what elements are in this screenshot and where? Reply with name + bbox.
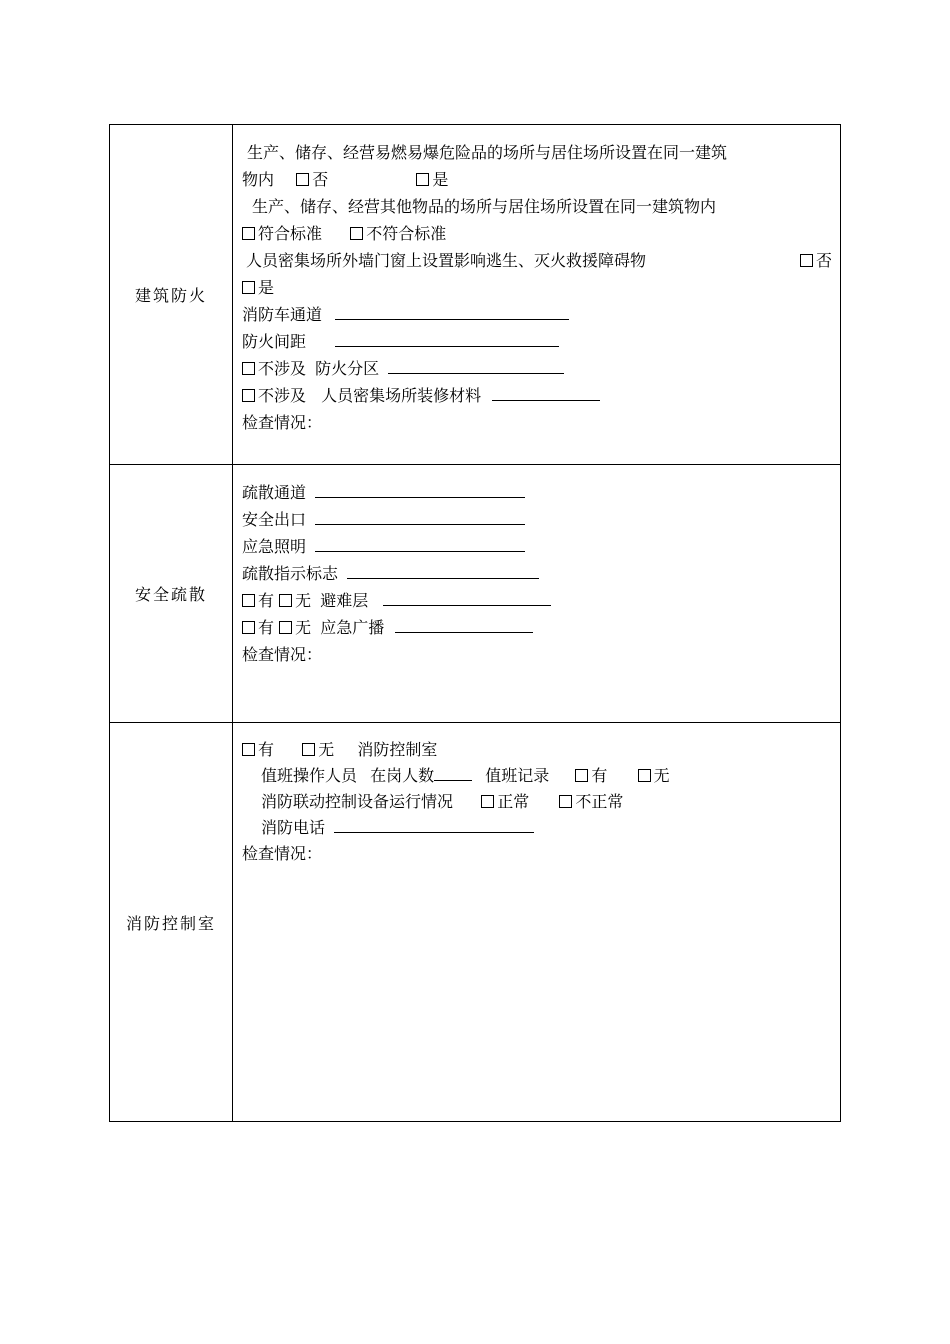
hazardous-goods-question: 生产、储存、经营易燃易爆危险品的场所与居住场所设置在同一建筑 (247, 143, 728, 162)
emergency-broadcast-row (242, 614, 832, 641)
other-goods-answer-row (242, 220, 832, 247)
evac-sign-label: 疏散指示标志 (242, 564, 339, 583)
checkbox-not-involved-decor-label: 不涉及 (258, 386, 307, 405)
checkbox-refuge-none[interactable] (279, 594, 292, 607)
section-label-safe-evacuation: 安全疏散 (110, 465, 233, 723)
fire-inspection-label: 检查情况： (242, 413, 323, 432)
section-building-fire (110, 125, 841, 465)
checkbox-obstacle-no[interactable] (800, 254, 813, 267)
evac-sign-input[interactable] (347, 561, 539, 579)
checkbox-refuge-have-label: 有 (258, 591, 275, 610)
fire-phone-input[interactable] (334, 815, 534, 833)
duty-staff-row (242, 763, 832, 789)
checkbox-broadcast-have-label: 有 (258, 618, 275, 637)
emergency-light-label: 应急照明 (242, 537, 307, 556)
checkbox-not-involved-zone-label: 不涉及 (258, 359, 307, 378)
checkbox-hazardous-no[interactable] (296, 173, 309, 186)
on-duty-count-input[interactable] (434, 763, 472, 781)
checkbox-linkage-abnormal[interactable] (559, 795, 572, 808)
obstacle-question-row (242, 247, 832, 274)
linkage-status-row (242, 789, 832, 815)
linkage-status-label: 消防联动控制设备运行情况 (261, 792, 454, 811)
evac-route-row (242, 479, 832, 506)
checkbox-hazardous-yes[interactable] (416, 173, 429, 186)
checkbox-duty-record-have-label: 有 (591, 766, 608, 785)
control-room-row (242, 737, 832, 763)
section-fire-control-room (110, 723, 841, 1122)
inspection-form-table (109, 124, 841, 1122)
control-inspection-label: 检查情况： (242, 844, 323, 863)
safe-exit-label: 安全出口 (242, 510, 307, 529)
section-safe-evacuation (110, 465, 841, 723)
checkbox-control-have-label: 有 (258, 740, 275, 759)
section-content-building-fire (233, 125, 841, 465)
on-duty-count-label: 在岗人数 (370, 766, 435, 785)
fire-lane-input[interactable] (335, 302, 569, 320)
fire-lane-label: 消防车通道 (242, 305, 323, 324)
section-content-fire-control-room (233, 723, 841, 1122)
control-room-label: 消防控制室 (357, 740, 438, 759)
checkbox-conform[interactable] (242, 227, 255, 240)
emergency-broadcast-label: 应急广播 (320, 618, 385, 637)
refuge-floor-label: 避难层 (320, 591, 369, 610)
checkbox-duty-record-none[interactable] (638, 769, 651, 782)
fire-phone-label: 消防电话 (261, 818, 326, 837)
section-label-building-fire: 建筑防火 (110, 125, 233, 465)
fire-zone-input[interactable] (388, 356, 564, 374)
refuge-floor-input[interactable] (383, 588, 551, 606)
safe-exit-row (242, 506, 832, 533)
checkbox-duty-record-none-label: 无 (653, 766, 670, 785)
safe-exit-input[interactable] (315, 507, 525, 525)
fire-spacing-input[interactable] (335, 329, 559, 347)
section-content-safe-evacuation (233, 465, 841, 723)
checkbox-broadcast-none-label: 无 (295, 618, 312, 637)
evac-route-input[interactable] (315, 480, 525, 498)
fire-spacing-label: 防火间距 (242, 332, 307, 351)
evac-inspection-label: 检查情况： (242, 645, 323, 664)
checkbox-control-none-label: 无 (318, 740, 335, 759)
checkbox-broadcast-have[interactable] (242, 621, 255, 634)
other-goods-question: 生产、储存、经营其他物品的场所与居住场所设置在同一建筑物内 (252, 197, 717, 216)
hazardous-goods-question-end: 物内 (242, 170, 275, 189)
checkbox-linkage-normal[interactable] (481, 795, 494, 808)
checkbox-nonconform-label: 不符合标准 (366, 224, 447, 243)
evac-sign-row (242, 560, 832, 587)
decor-material-row (242, 382, 832, 409)
fire-zone-label: 防火分区 (315, 359, 380, 378)
checkbox-broadcast-none[interactable] (279, 621, 292, 634)
fire-spacing-row (242, 328, 832, 355)
checkbox-refuge-none-label: 无 (295, 591, 312, 610)
emergency-light-input[interactable] (315, 534, 525, 552)
checkbox-obstacle-yes-label: 是 (258, 278, 275, 297)
checkbox-hazardous-yes-label: 是 (432, 170, 449, 189)
section-label-fire-control-room: 消防控制室 (110, 723, 233, 1122)
obstacle-yes-row (242, 274, 832, 301)
checkbox-refuge-have[interactable] (242, 594, 255, 607)
fire-phone-row (242, 815, 832, 841)
checkbox-control-have[interactable] (242, 743, 255, 756)
emergency-light-row (242, 533, 832, 560)
fire-lane-row (242, 301, 832, 328)
checkbox-obstacle-yes[interactable] (242, 281, 255, 294)
checkbox-not-involved-decor[interactable] (242, 389, 255, 402)
decor-material-label: 人员密集场所装修材料 (321, 386, 482, 405)
hazardous-goods-answer-row (242, 166, 832, 193)
duty-staff-label: 值班操作人员 (261, 766, 358, 785)
refuge-floor-row (242, 587, 832, 614)
checkbox-obstacle-no-label: 否 (815, 251, 832, 270)
emergency-broadcast-input[interactable] (395, 615, 533, 633)
checkbox-nonconform[interactable] (350, 227, 363, 240)
checkbox-not-involved-zone[interactable] (242, 362, 255, 375)
checkbox-control-none[interactable] (302, 743, 315, 756)
fire-zone-row (242, 355, 832, 382)
checkbox-hazardous-no-label: 否 (312, 170, 329, 189)
obstacle-question: 人员密集场所外墙门窗上设置影响逃生、灭火救援障碍物 (246, 251, 647, 270)
checkbox-linkage-abnormal-label: 不正常 (575, 792, 624, 811)
decor-material-input[interactable] (492, 383, 600, 401)
checkbox-conform-label: 符合标准 (258, 224, 323, 243)
checkbox-linkage-normal-label: 正常 (497, 792, 530, 811)
duty-record-label: 值班记录 (485, 766, 550, 785)
evac-route-label: 疏散通道 (242, 483, 307, 502)
checkbox-duty-record-have[interactable] (575, 769, 588, 782)
